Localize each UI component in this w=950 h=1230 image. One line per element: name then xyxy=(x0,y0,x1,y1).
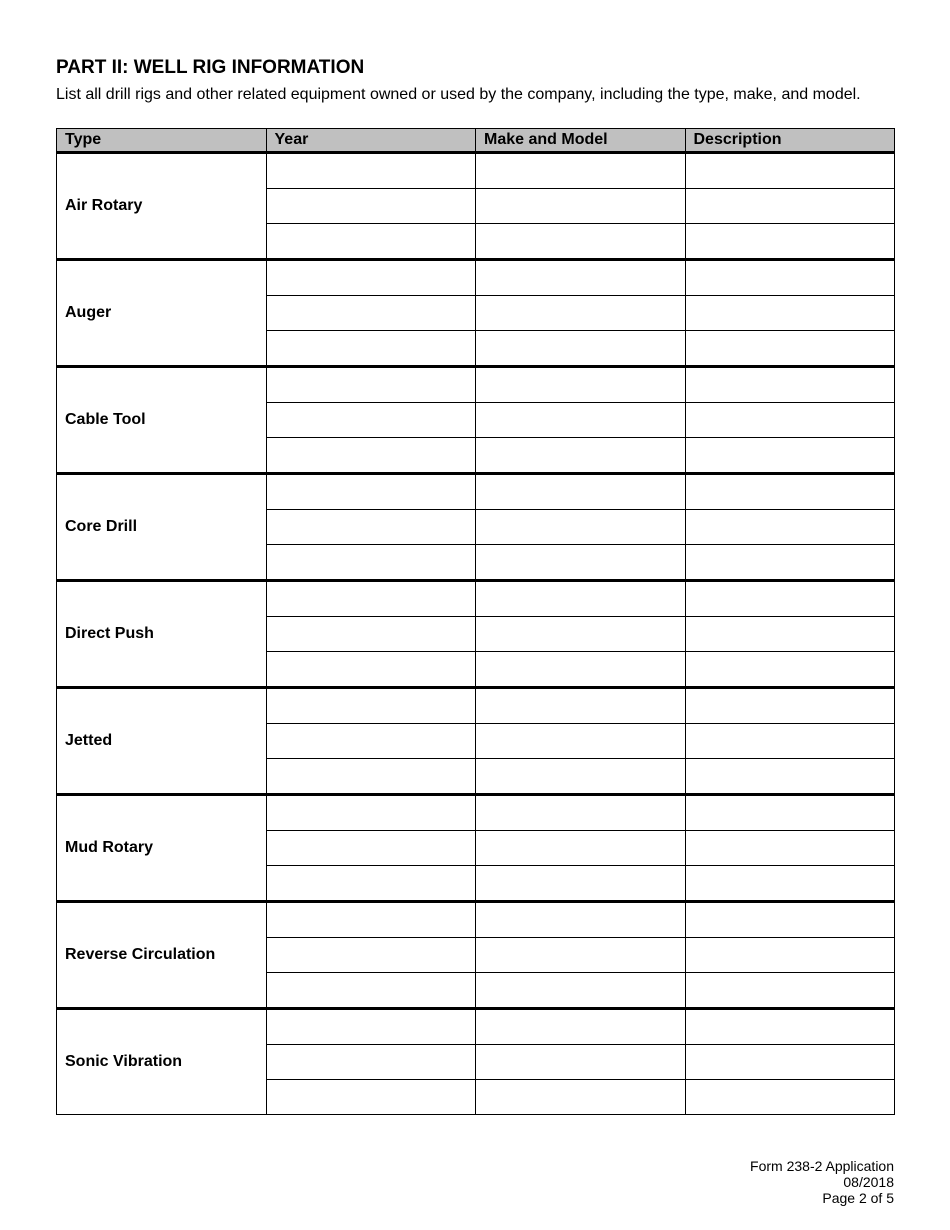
make-model-cell[interactable] xyxy=(476,617,686,652)
year-cell[interactable] xyxy=(266,153,476,189)
description-cell[interactable] xyxy=(685,1080,895,1115)
year-cell[interactable] xyxy=(266,545,476,581)
make-model-cell[interactable] xyxy=(476,403,686,438)
footer-page-number: Page 2 of 5 xyxy=(822,1190,894,1206)
description-cell[interactable] xyxy=(685,474,895,510)
rig-type-label: Auger xyxy=(57,260,267,367)
table-header-row xyxy=(57,129,895,153)
year-cell[interactable] xyxy=(266,189,476,224)
year-cell[interactable] xyxy=(266,296,476,331)
year-cell[interactable] xyxy=(266,474,476,510)
make-model-cell[interactable] xyxy=(476,724,686,759)
year-cell[interactable] xyxy=(266,510,476,545)
make-model-cell[interactable] xyxy=(476,1045,686,1080)
description-cell[interactable] xyxy=(685,153,895,189)
table-row xyxy=(57,795,895,831)
year-cell[interactable] xyxy=(266,724,476,759)
year-cell[interactable] xyxy=(266,795,476,831)
make-model-cell[interactable] xyxy=(476,474,686,510)
footer-date: 08/2018 xyxy=(843,1174,894,1190)
description-cell[interactable] xyxy=(685,189,895,224)
description-cell[interactable] xyxy=(685,652,895,688)
make-model-cell[interactable] xyxy=(476,831,686,866)
year-cell[interactable] xyxy=(266,938,476,973)
description-cell[interactable] xyxy=(685,759,895,795)
make-model-cell[interactable] xyxy=(476,367,686,403)
make-model-cell[interactable] xyxy=(476,938,686,973)
description-cell[interactable] xyxy=(685,331,895,367)
year-cell[interactable] xyxy=(266,581,476,617)
year-cell[interactable] xyxy=(266,331,476,367)
make-model-cell[interactable] xyxy=(476,759,686,795)
table-row xyxy=(57,581,895,617)
year-cell[interactable] xyxy=(266,652,476,688)
year-cell[interactable] xyxy=(266,224,476,260)
rig-type-label: Reverse Circulation xyxy=(57,902,267,1009)
description-cell[interactable] xyxy=(685,617,895,652)
section-heading: PART II: WELL RIG INFORMATION xyxy=(56,57,365,78)
make-model-cell[interactable] xyxy=(476,1080,686,1115)
rig-type-label: Direct Push xyxy=(57,581,267,688)
make-model-cell[interactable] xyxy=(476,545,686,581)
description-cell[interactable] xyxy=(685,795,895,831)
table-row xyxy=(57,153,895,189)
make-model-cell[interactable] xyxy=(476,331,686,367)
description-cell[interactable] xyxy=(685,224,895,260)
year-cell[interactable] xyxy=(266,1009,476,1045)
description-cell[interactable] xyxy=(685,724,895,759)
description-cell[interactable] xyxy=(685,510,895,545)
rig-type-label: Sonic Vibration xyxy=(57,1009,267,1115)
make-model-cell[interactable] xyxy=(476,510,686,545)
year-cell[interactable] xyxy=(266,1045,476,1080)
year-cell[interactable] xyxy=(266,831,476,866)
make-model-cell[interactable] xyxy=(476,1009,686,1045)
table-row xyxy=(57,367,895,403)
description-cell[interactable] xyxy=(685,581,895,617)
column-header-make-model: Make and Model xyxy=(476,129,686,153)
year-cell[interactable] xyxy=(266,688,476,724)
year-cell[interactable] xyxy=(266,866,476,902)
well-rig-table xyxy=(56,128,895,1115)
make-model-cell[interactable] xyxy=(476,795,686,831)
year-cell[interactable] xyxy=(266,902,476,938)
table-body xyxy=(57,153,895,1115)
description-cell[interactable] xyxy=(685,688,895,724)
description-cell[interactable] xyxy=(685,902,895,938)
description-cell[interactable] xyxy=(685,367,895,403)
table-row xyxy=(57,902,895,938)
make-model-cell[interactable] xyxy=(476,581,686,617)
table-row xyxy=(57,688,895,724)
page-footer xyxy=(750,1158,894,1206)
make-model-cell[interactable] xyxy=(476,688,686,724)
rig-type-label: Air Rotary xyxy=(57,153,267,260)
year-cell[interactable] xyxy=(266,403,476,438)
make-model-cell[interactable] xyxy=(476,652,686,688)
make-model-cell[interactable] xyxy=(476,260,686,296)
rig-type-label: Mud Rotary xyxy=(57,795,267,902)
description-cell[interactable] xyxy=(685,866,895,902)
year-cell[interactable] xyxy=(266,973,476,1009)
make-model-cell[interactable] xyxy=(476,973,686,1009)
column-header-year: Year xyxy=(266,129,476,153)
year-cell[interactable] xyxy=(266,367,476,403)
make-model-cell[interactable] xyxy=(476,189,686,224)
year-cell[interactable] xyxy=(266,260,476,296)
rig-type-label: Jetted xyxy=(57,688,267,795)
column-header-type: Type xyxy=(57,129,267,153)
make-model-cell[interactable] xyxy=(476,866,686,902)
table-row xyxy=(57,1009,895,1045)
description-cell[interactable] xyxy=(685,296,895,331)
make-model-cell[interactable] xyxy=(476,153,686,189)
column-header-description: Description xyxy=(685,129,895,153)
description-cell[interactable] xyxy=(685,831,895,866)
footer-form-name: Form 238-2 Application xyxy=(750,1158,894,1174)
table-row xyxy=(57,260,895,296)
description-cell[interactable] xyxy=(685,973,895,1009)
make-model-cell[interactable] xyxy=(476,224,686,260)
rig-type-label: Cable Tool xyxy=(57,367,267,474)
description-cell[interactable] xyxy=(685,545,895,581)
rig-type-label: Core Drill xyxy=(57,474,267,581)
description-cell[interactable] xyxy=(685,1045,895,1080)
make-model-cell[interactable] xyxy=(476,438,686,474)
section-intro: List all drill rigs and other related equipment owned or used by the company, including the type, make, and model. xyxy=(56,86,861,103)
make-model-cell[interactable] xyxy=(476,902,686,938)
year-cell[interactable] xyxy=(266,438,476,474)
description-cell[interactable] xyxy=(685,403,895,438)
make-model-cell[interactable] xyxy=(476,296,686,331)
description-cell[interactable] xyxy=(685,938,895,973)
year-cell[interactable] xyxy=(266,1080,476,1115)
description-cell[interactable] xyxy=(685,438,895,474)
year-cell[interactable] xyxy=(266,617,476,652)
description-cell[interactable] xyxy=(685,260,895,296)
year-cell[interactable] xyxy=(266,759,476,795)
description-cell[interactable] xyxy=(685,1009,895,1045)
table-row xyxy=(57,474,895,510)
